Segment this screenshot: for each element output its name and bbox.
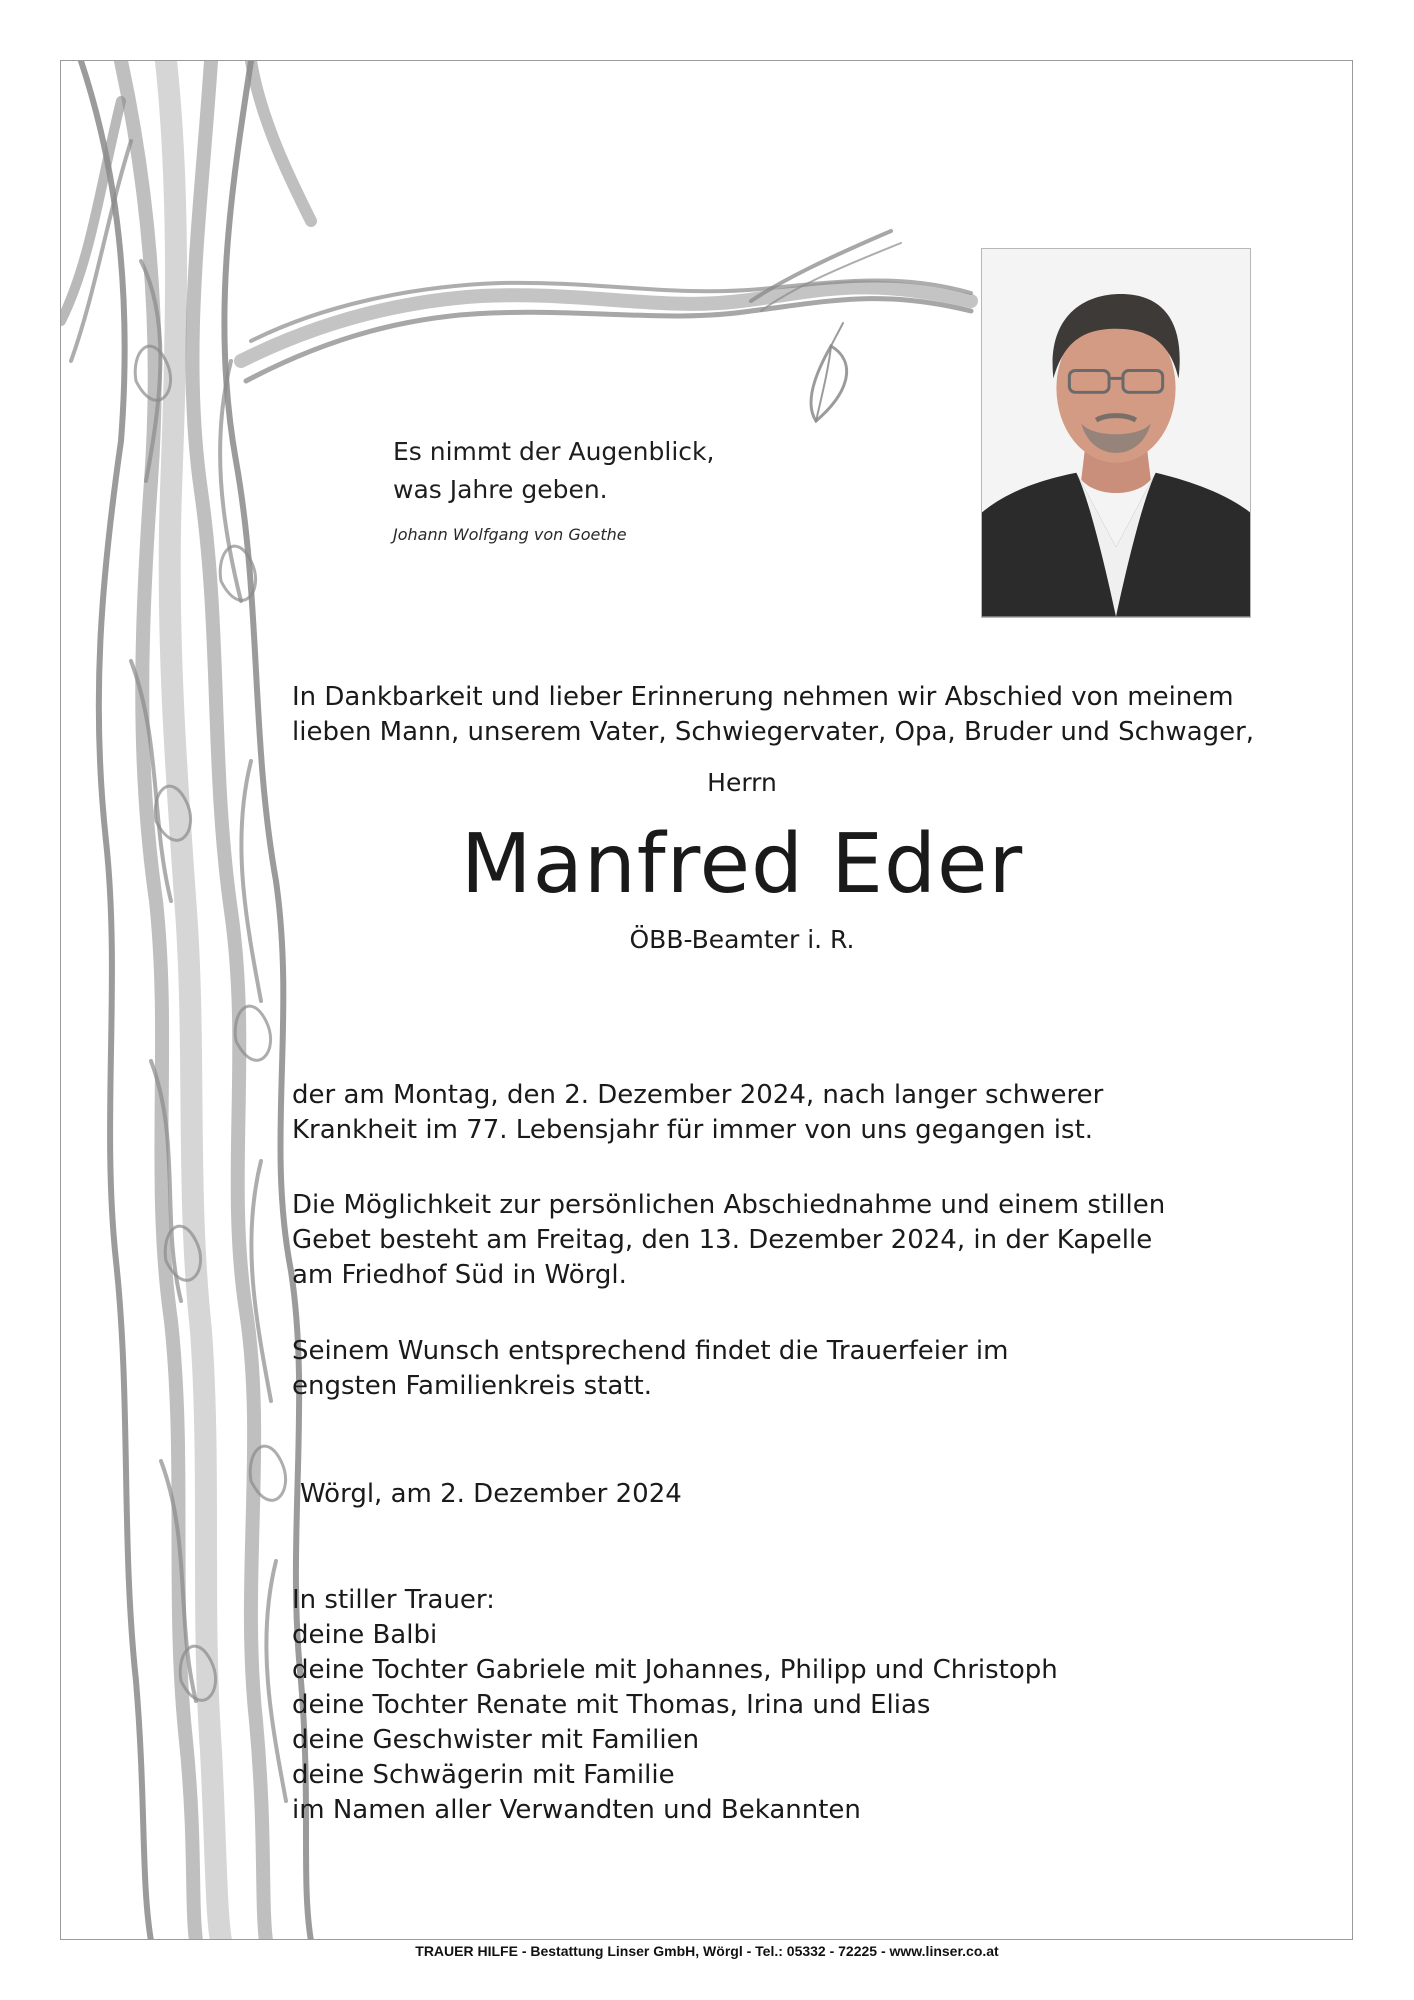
passing-line-2: Krankheit im 77. Lebensjahr für immer von uns gegangen ist.	[292, 1115, 1094, 1145]
farewell-line-2: Gebet besteht am Freitag, den 13. Dezember 2024, in der Kapelle	[292, 1225, 1153, 1255]
mourner-name: deine Balbi	[292, 1620, 438, 1650]
quote-line-1: Es nimmt der Augenblick,	[393, 437, 715, 466]
passing-text	[292, 1078, 1103, 1148]
farewell-line-3: am Friedhof Süd in Wörgl.	[292, 1260, 627, 1290]
passing-line-1: der am Montag, den 2. Dezember 2024, nach langer schwerer	[292, 1080, 1104, 1110]
mourner-name: deine Tochter Gabriele mit Johannes, Philipp und Christoph	[292, 1655, 1058, 1685]
deceased-profession: ÖBB-Beamter i. R.	[629, 925, 855, 954]
quote-author: Johann Wolfgang von Goethe	[393, 525, 627, 544]
intro-line-1: In Dankbarkeit und lieber Erinnerung nehmen wir Abschied von meinem	[292, 682, 1234, 712]
deceased-name: Manfred Eder	[460, 817, 1024, 912]
mourner-name: deine Tochter Renate mit Thomas, Irina und Elias	[292, 1690, 931, 1720]
wish-line-1: Seinem Wunsch entsprechend findet die Trauerfeier im	[292, 1336, 1009, 1366]
mourners-heading: In stiller Trauer:	[292, 1585, 495, 1615]
wish-text	[292, 1334, 1009, 1404]
portrait-photo	[981, 248, 1251, 618]
mourner-name: im Namen aller Verwandten und Bekannten	[292, 1795, 861, 1825]
salutation: Herrn	[707, 768, 777, 797]
intro-line-2: lieben Mann, unserem Vater, Schwiegervater, Opa, Bruder und Schwager,	[292, 717, 1255, 747]
farewell-line-1: Die Möglichkeit zur persönlichen Abschiednahme und einem stillen	[292, 1190, 1166, 1220]
intro-text	[292, 680, 1254, 750]
quote-line-2: was Jahre geben.	[393, 475, 608, 504]
mourners-block	[292, 1583, 1058, 1828]
footer-funeral-home: TRAUER HILFE - Bestattung Linser GmbH, Wörgl - Tel.: 05332 - 72225 - www.linser.co.at	[415, 1943, 999, 1959]
mourner-name: deine Geschwister mit Familien	[292, 1725, 700, 1755]
place-date: Wörgl, am 2. Dezember 2024	[300, 1479, 682, 1509]
mourner-name: deine Schwägerin mit Familie	[292, 1760, 675, 1790]
quote-block	[393, 433, 813, 544]
farewell-text	[292, 1188, 1165, 1293]
wish-line-2: engsten Familienkreis statt.	[292, 1371, 652, 1401]
